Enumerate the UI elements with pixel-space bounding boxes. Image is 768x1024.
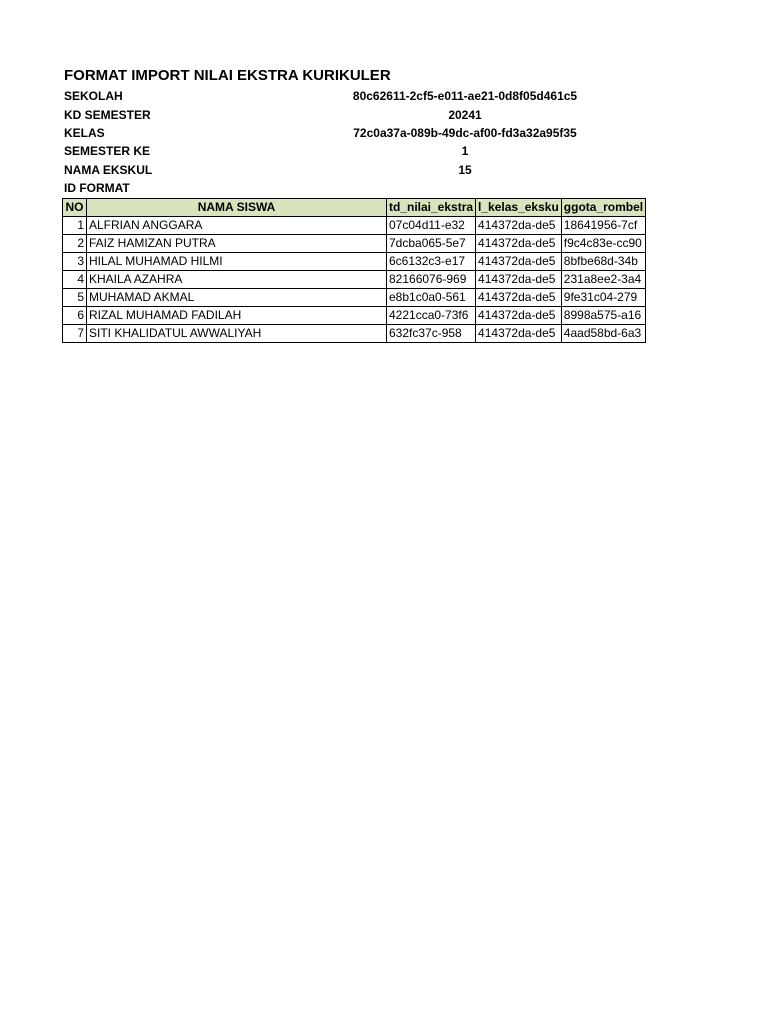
meta-label-kelas: KELAS <box>64 126 105 140</box>
table-row <box>63 325 646 343</box>
cell-nama-siswa: KHAILA AZAHRA <box>87 271 387 289</box>
table-header-row <box>63 199 646 217</box>
meta-label-semester-ke: SEMESTER KE <box>64 144 151 158</box>
cell-id-kelas-ekskul: 414372da-de5 <box>476 253 562 271</box>
cell-no: 1 <box>63 217 87 235</box>
cell-nama-siswa: HILAL MUHAMAD HILMI <box>87 253 387 271</box>
cell-nama-siswa: SITI KHALIDATUL AWWALIYAH <box>87 325 387 343</box>
cell-no: 6 <box>63 307 87 325</box>
cell-anggota-rombel: 8998a575-a16 <box>561 307 645 325</box>
cell-id-nilai-ekstra: 07c04d11-e32 <box>387 217 476 235</box>
cell-nama-siswa: FAIZ HAMIZAN PUTRA <box>87 235 387 253</box>
table-row <box>63 217 646 235</box>
cell-id-nilai-ekstra: 82166076-969 <box>387 271 476 289</box>
header-nama-siswa: NAMA SISWA <box>87 199 387 217</box>
table-row <box>63 289 646 307</box>
meta-value-nama-ekskul: 15 <box>458 163 472 177</box>
table-row <box>63 271 646 289</box>
cell-id-nilai-ekstra: 4221cca0-73f6 <box>387 307 476 325</box>
cell-id-kelas-ekskul: 414372da-de5 <box>476 235 562 253</box>
cell-anggota-rombel: 9fe31c04-279 <box>561 289 645 307</box>
cell-anggota-rombel: 231a8ee2-3a4 <box>561 271 645 289</box>
cell-id-nilai-ekstra: 632fc37c-958 <box>387 325 476 343</box>
cell-nama-siswa: MUHAMAD AKMAL <box>87 289 387 307</box>
cell-id-nilai-ekstra: e8b1c0a0-561 <box>387 289 476 307</box>
cell-no: 3 <box>63 253 87 271</box>
table-row <box>63 253 646 271</box>
cell-id-kelas-ekskul: 414372da-de5 <box>476 289 562 307</box>
cell-anggota-rombel: 18641956-7cf <box>561 217 645 235</box>
cell-no: 4 <box>63 271 87 289</box>
table-row <box>63 235 646 253</box>
table-row <box>63 307 646 325</box>
cell-nama-siswa: RIZAL MUHAMAD FADILAH <box>87 307 387 325</box>
meta-label-sekolah: SEKOLAH <box>64 89 123 103</box>
meta-label-nama-ekskul: NAMA EKSKUL <box>64 163 153 177</box>
cell-id-nilai-ekstra: 7dcba065-5e7 <box>387 235 476 253</box>
cell-id-kelas-ekskul: 414372da-de5 <box>476 271 562 289</box>
cell-anggota-rombel: 4aad58bd-6a3 <box>561 325 645 343</box>
header-id-kelas-ekskul: l_kelas_eksku <box>476 199 562 217</box>
cell-no: 5 <box>63 289 87 307</box>
cell-id-kelas-ekskul: 414372da-de5 <box>476 325 562 343</box>
cell-anggota-rombel: f9c4c83e-cc90 <box>561 235 645 253</box>
student-table <box>62 198 646 343</box>
cell-id-kelas-ekskul: 414372da-de5 <box>476 217 562 235</box>
meta-value-kd-semester: 20241 <box>448 108 482 122</box>
cell-anggota-rombel: 8bfbe68d-34b <box>561 253 645 271</box>
meta-value-semester-ke: 1 <box>461 144 469 158</box>
header-no: NO <box>63 199 87 217</box>
meta-value-sekolah: 80c62611-2cf5-e011-ae21-0d8f05d461c5 <box>352 89 578 103</box>
page-title: FORMAT IMPORT NILAI EKSTRA KURIKULER <box>64 67 391 84</box>
meta-label-id-format: ID FORMAT <box>64 181 130 195</box>
meta-value-kelas: 72c0a37a-089b-49dc-af00-fd3a32a95f35 <box>353 126 577 140</box>
header-id-nilai-ekstra: td_nilai_ekstra <box>387 199 476 217</box>
cell-nama-siswa: ALFRIAN ANGGARA <box>87 217 387 235</box>
cell-no: 7 <box>63 325 87 343</box>
header-anggota-rombel: ggota_rombel <box>561 199 645 217</box>
meta-label-kd-semester: KD SEMESTER <box>64 108 151 122</box>
cell-id-nilai-ekstra: 6c6132c3-e17 <box>387 253 476 271</box>
cell-id-kelas-ekskul: 414372da-de5 <box>476 307 562 325</box>
cell-no: 2 <box>63 235 87 253</box>
